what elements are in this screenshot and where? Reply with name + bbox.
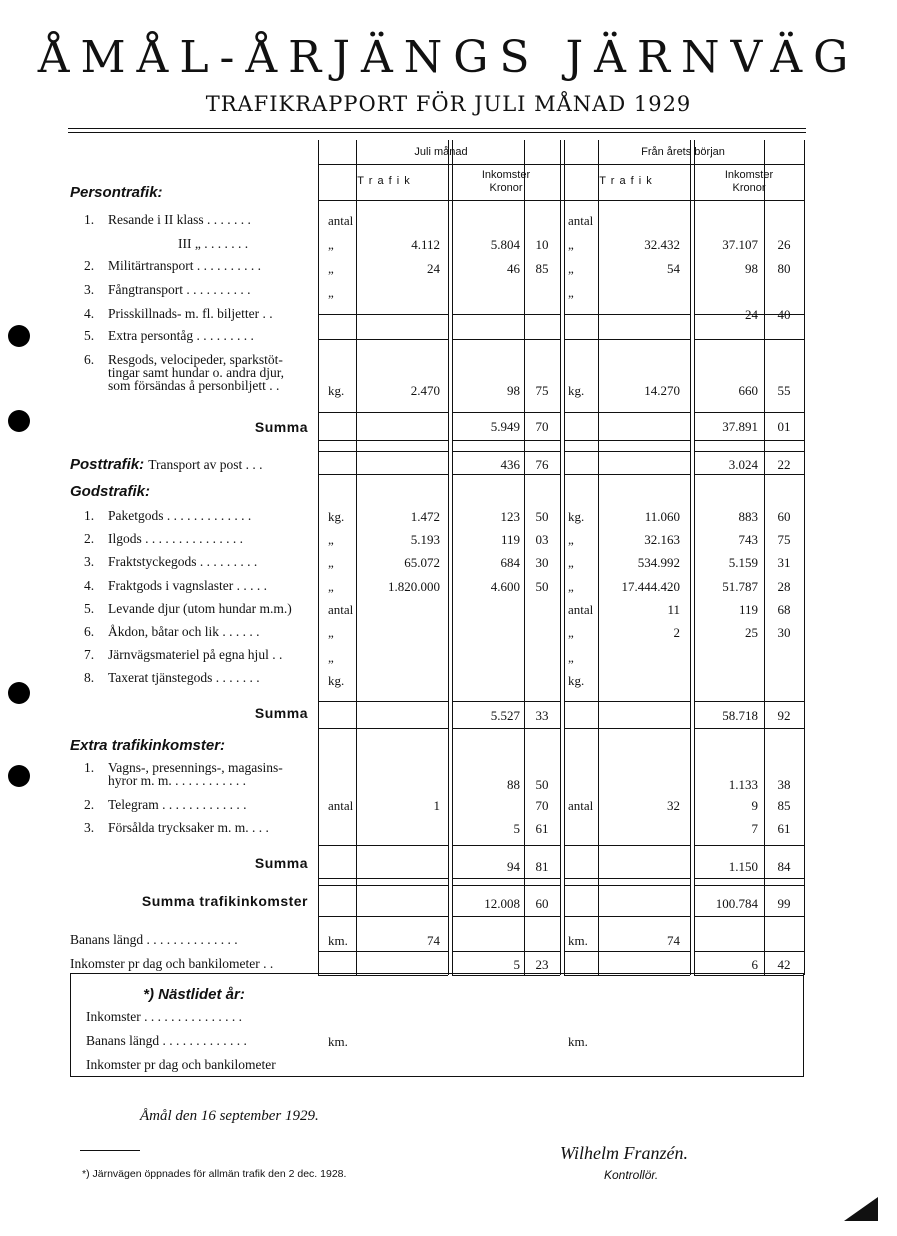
grid-h-seg xyxy=(694,412,804,413)
godstrafik-quantity-ytd: 534.992 xyxy=(637,555,680,570)
extra-quantity-ytd: 32 xyxy=(667,798,680,813)
grid-h-seg xyxy=(564,916,598,917)
persontrafik-kronor-ytd: 24 xyxy=(745,307,758,322)
grid-v-ore xyxy=(560,140,561,975)
grid-h-seg xyxy=(318,845,358,846)
grid-h-seg xyxy=(694,885,804,886)
grid-v-right xyxy=(804,140,805,975)
persontrafik-quantity-ytd: 32.432 xyxy=(644,237,680,252)
godstrafik-unit: „ xyxy=(328,625,334,640)
grid-h-seg xyxy=(452,440,560,441)
persontrafik-unit-ytd: „ xyxy=(568,237,574,252)
godstrafik-row-number: 6. xyxy=(84,624,95,639)
godstrafik-ore-ytd: 28 xyxy=(777,579,791,594)
godstrafik-row-number: 2. xyxy=(84,531,95,546)
grid-h-seg xyxy=(564,451,598,452)
extra-ore: 70 xyxy=(535,798,549,813)
persontrafik-row-label: Resgods, velocipeder, sparkstöt- xyxy=(108,352,283,367)
grid-h-seg xyxy=(564,314,598,315)
persontrafik-ore: 10 xyxy=(535,237,549,252)
grid-h-seg xyxy=(452,412,560,413)
extra-row-number: 3. xyxy=(84,820,95,835)
extra-unit: antal xyxy=(328,798,354,813)
godstrafik-row-label: Paketgods . . . . . . . . . . . . . xyxy=(108,508,252,523)
previous-banans-unit-ytd: km. xyxy=(568,1034,588,1049)
inkomster-header: Inkomster xyxy=(481,169,531,181)
persontrafik-row-number: 2. xyxy=(84,258,95,273)
corner-triangle xyxy=(844,1197,878,1221)
extra-row-label: Telegram . . . . . . . . . . . . . xyxy=(108,797,247,812)
grid-v-kr xyxy=(524,140,525,975)
total-label: Summa trafikinkomster xyxy=(141,893,308,909)
godstrafik-kronor-ytd: 119 xyxy=(738,602,758,617)
grid-h-seg xyxy=(452,339,560,340)
persontrafik-kronor-ytd: 98 xyxy=(745,261,758,276)
persontrafik-kronor: 5.804 xyxy=(490,237,520,252)
previous-inkomster-label: Inkomster . . . . . . . . . . . . . . . xyxy=(86,1009,242,1024)
godstrafik-ore: 30 xyxy=(535,555,549,570)
extra-heading: Extra trafikinkomster: xyxy=(70,737,226,754)
grid-h-seg xyxy=(356,412,448,413)
godstrafik-unit: „ xyxy=(328,532,334,547)
corner-mark xyxy=(840,1195,880,1223)
godstrafik-kronor-ytd: 25 xyxy=(745,625,758,640)
extra-ore-ytd: 38 xyxy=(777,777,791,792)
godstrafik-sum-kr: 5.527 xyxy=(490,708,520,723)
godstrafik-ore-ytd: 75 xyxy=(777,532,791,547)
extra-row-number: 1. xyxy=(84,760,95,775)
grid-h-header-mid xyxy=(318,164,804,165)
grid-h-seg xyxy=(356,474,448,475)
persontrafik-unit: antal xyxy=(328,213,354,228)
posttrafik-kr-ytd: 3.024 xyxy=(728,457,758,472)
total-kr-ytd: 100.784 xyxy=(715,896,758,911)
footnote-rule xyxy=(80,1150,140,1151)
previous-banans-unit: km. xyxy=(328,1034,348,1049)
posttrafik-label: Transport av post . . . xyxy=(148,457,263,472)
persontrafik-unit-ytd: kg. xyxy=(568,383,585,398)
banans-label: Banans längd . . . . . . . . . . . . . . xyxy=(70,932,238,947)
persontrafik-row-label: Resande i II klass . . . . . . . xyxy=(108,212,251,227)
grid-h-seg xyxy=(356,885,448,886)
grid-h-seg xyxy=(598,951,690,952)
document-subtitle: TRAFIKRAPPORT FÖR JULI MÅNAD 1929 xyxy=(205,92,692,116)
godstrafik-quantity: 1.820.000 xyxy=(388,579,440,594)
binder-hole xyxy=(8,325,30,347)
persontrafik-sum-kr: 5.949 xyxy=(490,419,520,434)
persontrafik-row-label: Prisskillnads- m. fl. biljetter . . xyxy=(108,306,273,321)
extra-quantity: 1 xyxy=(433,798,440,813)
persontrafik-unit-ytd: „ xyxy=(568,285,574,300)
previous-banans-label: Banans längd . . . . . . . . . . . . . xyxy=(86,1033,247,1048)
godstrafik-row-label: Fraktgods i vagnslaster . . . . . xyxy=(108,578,267,593)
grid-h-seg xyxy=(318,474,358,475)
grid-h-seg xyxy=(356,845,448,846)
grid-h-seg xyxy=(318,701,358,702)
grid-h-seg xyxy=(318,339,358,340)
extra-ore: 50 xyxy=(535,777,549,792)
grid-h-seg xyxy=(564,878,598,879)
persontrafik-ore-ytd: 26 xyxy=(777,237,791,252)
posttrafik-row xyxy=(70,456,262,474)
godstrafik-ore: 50 xyxy=(535,579,549,594)
extra-sum-kr: 94 xyxy=(507,859,520,874)
grid-h-seg xyxy=(452,314,560,315)
godstrafik-unit: „ xyxy=(328,650,334,665)
previous-year-heading: *) Nästlidet år: xyxy=(143,986,245,1003)
persontrafik-ore-ytd: 80 xyxy=(777,261,791,276)
grid-h-seg xyxy=(598,728,690,729)
persontrafik-ore-ytd: 40 xyxy=(777,307,791,322)
top-rule-2 xyxy=(68,132,806,133)
grid-h-seg xyxy=(318,412,358,413)
extra-row-label: Vagns-, presennings-, magasins- xyxy=(108,760,283,775)
previous-perday-label: Inkomster pr dag och bankilometer xyxy=(86,1057,276,1072)
total-kr: 12.008 xyxy=(484,896,520,911)
persontrafik-sum-ore: 70 xyxy=(535,419,549,434)
grid-h-seg xyxy=(318,440,358,441)
persontrafik-row-number: 1. xyxy=(84,212,95,227)
ytd-header: Från årets början xyxy=(641,146,725,158)
godstrafik-unit-ytd: „ xyxy=(568,555,574,570)
total-ore: 60 xyxy=(535,896,549,911)
grid-h-seg xyxy=(452,878,560,879)
grid-h-seg xyxy=(598,412,690,413)
persontrafik-row-label: Extra persontåg . . . . . . . . . xyxy=(108,328,254,343)
extra-sum-ore-ytd: 84 xyxy=(777,859,791,874)
godstrafik-row-number: 8. xyxy=(84,670,95,685)
godstrafik-row-label: Fraktstyckegods . . . . . . . . . xyxy=(108,554,258,569)
juli-header: Juli månad xyxy=(414,146,468,158)
godstrafik-row-label: Levande djur (utom hundar m.m.) xyxy=(108,601,292,616)
posttrafik-kr: 436 xyxy=(500,457,520,472)
grid-h-seg xyxy=(598,440,690,441)
banans-unit: km. xyxy=(328,933,348,948)
posttrafik-heading: Posttrafik: xyxy=(70,456,145,473)
godstrafik-unit: kg. xyxy=(328,673,345,688)
grid-h-seg xyxy=(598,701,690,702)
godstrafik-sum-ore: 33 xyxy=(535,708,549,723)
perday-ore-ytd: 42 xyxy=(777,957,791,972)
grid-h-seg xyxy=(598,878,690,879)
godstrafik-ore: 03 xyxy=(535,532,549,547)
extra-kronor: 88 xyxy=(507,777,520,792)
grid-h-seg xyxy=(598,885,690,886)
grid-h-seg xyxy=(356,314,448,315)
godstrafik-unit-ytd: „ xyxy=(568,579,574,594)
persontrafik-ore: 85 xyxy=(535,261,549,276)
grid-h-seg xyxy=(694,440,804,441)
grid-h-seg xyxy=(564,885,598,886)
godstrafik-row-number: 3. xyxy=(84,554,95,569)
godstrafik-unit-ytd: antal xyxy=(568,602,594,617)
extra-sum-label: Summa xyxy=(254,855,308,871)
banans-qty: 74 xyxy=(427,933,440,948)
extra-row-label-line2: hyror m. m. . . . . . . . . . . . xyxy=(108,773,246,788)
persontrafik-kronor: 98 xyxy=(507,383,520,398)
godstrafik-quantity-ytd: 11 xyxy=(667,602,680,617)
grid-h-seg xyxy=(452,916,560,917)
godstrafik-row-label: Järnvägsmateriel på egna hjul . . xyxy=(108,647,283,662)
banans-qty-ytd: 74 xyxy=(667,933,680,948)
grid-h-seg xyxy=(356,339,448,340)
godstrafik-unit-ytd: „ xyxy=(568,625,574,640)
grid-h-seg xyxy=(598,916,690,917)
godstrafik-kronor-ytd: 5.159 xyxy=(728,555,758,570)
grid-h-seg xyxy=(564,440,598,441)
grid-h-seg xyxy=(356,451,448,452)
godstrafik-unit-ytd: kg. xyxy=(568,673,585,688)
grid-v-unit-ytd xyxy=(598,140,599,975)
extra-sum-ore: 81 xyxy=(535,859,549,874)
grid-h-seg xyxy=(598,845,690,846)
persontrafik-row-number: 3. xyxy=(84,282,95,297)
place-date: Åmål den 16 september 1929. xyxy=(140,1108,319,1124)
signature-role: Kontrollör. xyxy=(604,1168,659,1182)
grid-h-seg xyxy=(564,701,598,702)
godstrafik-row-number: 5. xyxy=(84,601,95,616)
persontrafik-quantity-ytd: 54 xyxy=(667,261,680,276)
persontrafik-unit: „ xyxy=(328,285,334,300)
perday-kr: 5 xyxy=(513,957,520,972)
persontrafik-sum-kr-ytd: 37.891 xyxy=(722,419,758,434)
extra-kronor-ytd: 7 xyxy=(751,821,758,836)
persontrafik-ore: 75 xyxy=(535,383,549,398)
godstrafik-quantity-ytd: 32.163 xyxy=(644,532,680,547)
godstrafik-unit: „ xyxy=(328,579,334,594)
godstrafik-heading: Godstrafik: xyxy=(70,483,151,500)
persontrafik-row-label: III „ . . . . . . . xyxy=(178,236,249,251)
persontrafik-sum-label: Summa xyxy=(254,419,308,435)
godstrafik-kronor: 119 xyxy=(500,532,520,547)
godstrafik-quantity: 65.072 xyxy=(404,555,440,570)
grid-h-seg xyxy=(694,728,804,729)
grid-h-seg xyxy=(318,916,358,917)
godstrafik-kronor-ytd: 743 xyxy=(738,532,758,547)
grid-h-seg xyxy=(452,701,560,702)
perday-kr-ytd: 6 xyxy=(751,957,758,972)
godstrafik-unit-ytd: „ xyxy=(568,532,574,547)
extra-row-number: 2. xyxy=(84,797,95,812)
persontrafik-unit: kg. xyxy=(328,383,345,398)
persontrafik-row-number: 6. xyxy=(84,352,95,367)
godstrafik-quantity-ytd: 11.060 xyxy=(644,509,680,524)
godstrafik-quantity: 5.193 xyxy=(410,532,440,547)
persontrafik-quantity-ytd: 14.270 xyxy=(644,383,680,398)
persontrafik-row-label: Fångtransport . . . . . . . . . . xyxy=(108,282,251,297)
kronor-header: Kronor xyxy=(489,182,523,194)
signature: Wilhelm Franzén. xyxy=(560,1143,688,1163)
grid-v-ore2 xyxy=(564,140,565,975)
grid-v-qty xyxy=(448,140,449,975)
grid-h-seg xyxy=(452,728,560,729)
extra-kronor-ytd: 9 xyxy=(751,798,758,813)
godstrafik-quantity-ytd: 2 xyxy=(673,625,680,640)
godstrafik-row-number: 4. xyxy=(84,578,95,593)
grid-h-seg xyxy=(564,474,598,475)
perday-label: Inkomster pr dag och bankilometer . . xyxy=(70,956,274,971)
persontrafik-quantity: 4.112 xyxy=(411,237,440,252)
grid-h-seg xyxy=(564,951,598,952)
grid-h-seg xyxy=(356,728,448,729)
binder-hole xyxy=(8,410,30,432)
grid-h-seg xyxy=(694,878,804,879)
grid-h-seg xyxy=(694,951,804,952)
grid-v-qty-ytd xyxy=(690,140,691,975)
grid-h-seg xyxy=(356,916,448,917)
godstrafik-kronor-ytd: 51.787 xyxy=(722,579,758,594)
grid-h-seg xyxy=(564,339,598,340)
persontrafik-heading: Persontrafik: xyxy=(70,184,163,201)
godstrafik-ore-ytd: 31 xyxy=(777,555,791,570)
grid-h-seg xyxy=(694,474,804,475)
grid-h-seg xyxy=(452,474,560,475)
posttrafik-ore-ytd: 22 xyxy=(777,457,791,472)
persontrafik-unit-ytd: „ xyxy=(568,261,574,276)
document-title: ÅMÅL-ÅRJÄNGS JÄRNVÄG xyxy=(37,32,860,83)
grid-h-seg xyxy=(318,951,358,952)
extra-ore: 61 xyxy=(535,821,549,836)
grid-h-header-bottom xyxy=(318,200,804,201)
top-rule xyxy=(68,128,806,129)
godstrafik-ore: 50 xyxy=(535,509,549,524)
godstrafik-kronor: 684 xyxy=(500,555,520,570)
persontrafik-row-number: 5. xyxy=(84,328,95,343)
grid-h-seg xyxy=(564,845,598,846)
godstrafik-sum-label: Summa xyxy=(254,705,308,721)
godstrafik-quantity-ytd: 17.444.420 xyxy=(621,579,680,594)
total-ore-ytd: 99 xyxy=(777,896,791,911)
godstrafik-unit: „ xyxy=(328,555,334,570)
binder-hole xyxy=(8,765,30,787)
grid-h-seg xyxy=(452,885,560,886)
grid-h-seg xyxy=(318,885,358,886)
godstrafik-row-number: 1. xyxy=(84,508,95,523)
grid-h-seg xyxy=(598,339,690,340)
grid-h-seg xyxy=(452,451,560,452)
godstrafik-unit: kg. xyxy=(328,509,345,524)
persontrafik-row-label-line2: tingar samt hundar o. andra djur, xyxy=(108,365,285,380)
persontrafik-kronor: 46 xyxy=(507,261,520,276)
extra-unit-ytd: antal xyxy=(568,798,594,813)
godstrafik-unit-ytd: kg. xyxy=(568,509,585,524)
grid-h-seg xyxy=(318,451,358,452)
persontrafik-kronor-ytd: 37.107 xyxy=(722,237,758,252)
grid-h-seg xyxy=(564,412,598,413)
extra-sum-kr-ytd: 1.150 xyxy=(728,859,758,874)
grid-h-seg xyxy=(356,878,448,879)
kronor-header-ytd: Kronor xyxy=(732,182,766,194)
persontrafik-ore-ytd: 55 xyxy=(777,383,791,398)
godstrafik-sum-kr-ytd: 58.718 xyxy=(722,708,758,723)
grid-h-seg xyxy=(598,314,690,315)
grid-v-unit xyxy=(356,140,357,975)
persontrafik-quantity: 2.470 xyxy=(410,383,440,398)
persontrafik-sum-ore-ytd: 01 xyxy=(777,419,791,434)
godstrafik-kronor: 123 xyxy=(500,509,520,524)
godstrafik-sum-ore-ytd: 92 xyxy=(777,708,791,723)
persontrafik-unit: „ xyxy=(328,261,334,276)
godstrafik-row-number: 7. xyxy=(84,647,95,662)
inkomster-header-ytd: Inkomster xyxy=(724,169,774,181)
footnote: *) Järnvägen öppnades för allmän trafik den 2 dec. 1928. xyxy=(82,1168,347,1180)
grid-h-seg xyxy=(318,728,358,729)
grid-h-seg xyxy=(694,339,804,340)
grid-h-seg xyxy=(598,451,690,452)
grid-h-seg xyxy=(564,728,598,729)
grid-h-seg xyxy=(694,845,804,846)
grid-h-seg xyxy=(356,701,448,702)
godstrafik-row-label: Ilgods . . . . . . . . . . . . . . . xyxy=(108,531,243,546)
grid-h-seg xyxy=(318,314,358,315)
persontrafik-row-label: Militärtransport . . . . . . . . . . xyxy=(108,258,261,273)
godstrafik-kronor: 4.600 xyxy=(490,579,520,594)
persontrafik-unit: „ xyxy=(328,237,334,252)
godstrafik-unit: antal xyxy=(328,602,354,617)
godstrafik-ore-ytd: 30 xyxy=(777,625,791,640)
extra-kronor-ytd: 1.133 xyxy=(728,777,758,792)
godstrafik-ore-ytd: 60 xyxy=(777,509,791,524)
binder-hole xyxy=(8,682,30,704)
extra-row-label: Försålda trycksaker m. m. . . . xyxy=(108,820,269,835)
grid-h-seg xyxy=(452,951,560,952)
posttrafik-ore: 76 xyxy=(535,457,549,472)
extra-kronor: 5 xyxy=(513,821,520,836)
godstrafik-kronor-ytd: 883 xyxy=(738,509,758,524)
perday-ore: 23 xyxy=(535,957,549,972)
trafik-header: T r a f i k xyxy=(357,175,411,187)
grid-h-seg xyxy=(452,845,560,846)
godstrafik-ore-ytd: 68 xyxy=(777,602,791,617)
trafik-header-ytd: T r a f i k xyxy=(599,175,653,187)
grid-v-label xyxy=(318,140,319,975)
banans-unit-ytd: km. xyxy=(568,933,588,948)
extra-ore-ytd: 85 xyxy=(777,798,791,813)
grid-h-seg xyxy=(356,440,448,441)
grid-h-seg xyxy=(694,701,804,702)
persontrafik-unit-ytd: antal xyxy=(568,213,594,228)
persontrafik-row-label-line3: som försändas å personbiljett . . xyxy=(108,378,280,393)
persontrafik-row-number: 4. xyxy=(84,306,95,321)
grid-h-seg xyxy=(318,878,358,879)
grid-h-seg xyxy=(598,474,690,475)
godstrafik-row-label: Åkdon, båtar och lik . . . . . . xyxy=(108,624,260,639)
grid-h-seg xyxy=(694,916,804,917)
grid-v-kr-ytd xyxy=(764,140,765,975)
godstrafik-unit-ytd: „ xyxy=(568,650,574,665)
godstrafik-row-label: Taxerat tjänstegods . . . . . . . xyxy=(108,670,260,685)
persontrafik-quantity: 24 xyxy=(427,261,440,276)
extra-ore-ytd: 61 xyxy=(777,821,791,836)
grid-h-seg xyxy=(694,451,804,452)
persontrafik-kronor-ytd: 660 xyxy=(738,383,758,398)
grid-h-seg xyxy=(356,951,448,952)
godstrafik-quantity: 1.472 xyxy=(410,509,440,524)
